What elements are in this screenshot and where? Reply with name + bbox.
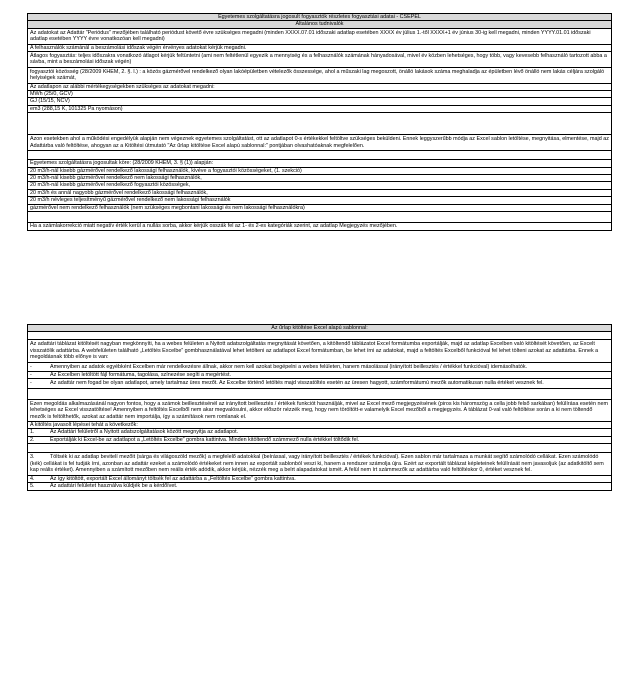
excel-template-table [27,324,612,491]
table-row: 20 m3/h-nál kisebb gázmérővel rendelkező lakossági felhasználók, kivéve a fogyasztói közösségeket, (1. szekció) [28,168,611,175]
general-info-table [27,13,612,231]
row-text: Ezen megoldás alkalmazásánál nagyon fontos, hogy a számok beillesztésénél az irányított beillesztés / értékek funkciót használják, mivel az Excel mező megjegyzésének (piros kis háromszög a cella jobb felső sarkában) felülírása esetén nem lehetséges az Excel visszatöltése! Amennyiben a feltöltés Excelből nem akar megvalósulni, akkor először nézzék meg, hogy nem töröltött-e valamelyik Excel mezőből a megjegyzés. A táblázat 0-val való feltöltése során a ki nem töltendő mezők is feltölthetők, azokat az adattár nem importálja, így a számítások nem romlanak el. [30,400,608,420]
table-title: Az űrlap kitöltése Excel alapú sablonnal: [28,325,611,332]
row-text: Az Adattári felületről a Nyitott adatszolgáltatások között megnyitja az adatlapot. [50,429,239,436]
table-row: Ha a számlakorrekció miatt negatív érték kerül a nullás sorba, akkor kérjük osszák fel az 1- és 2-es kategóriák szerint, az adatlap Megjegyzés mezőjében. [30,222,398,229]
row-text: Az adattári táblázat kitöltését nagyban megkönnyíti, ha a webes felületen a Nyitott adatszolgáltatás megnyitását követően, a kitöltendő táblázatot Excel formátumba exportálják, majd az adatlap Excelben való kitöltését követően, az Excelt visszatölik adattárba. A webfelületen található „Letöltés Excelbe” gombhasználatával lehet letölteni az adatlapot Excel formátumban, be lehet írni az adatokat, majd a feltöltés Excelből funkcióval fel lehet tölteni azokat az adattárba. Ennek a megoldásnak több előnye is van: [30,341,599,361]
row-marker: 5. [30,482,35,489]
table-row [28,483,611,490]
table-row: MWh (25/0, GCV) [28,91,611,98]
blank-row [28,151,611,160]
row-marker: 4. [30,475,35,482]
table-row [28,372,611,379]
blank-row [28,212,611,223]
row-text: Az így kitöltött, exportált Excel állományt töltsék fel az adattárba a „Feltöltés Excelbe” gombra kattintva. [50,475,296,482]
row-text: Exportálják ki Excel-be az adatlapot a „Letöltés Excelbe” gombra kattintva. Minden kitöltendő számmező nulla értékkel töltődik fel. [50,436,360,443]
blank-row [28,444,611,453]
row-marker: 3. [30,454,35,461]
table-row [28,429,611,436]
table-row [28,379,611,388]
row-marker: 1. [30,429,35,436]
table-title: Egyetemes szolgáltatásra jogosult fogyasztók részletes fogyasztási adatai - CSEPEL [28,14,611,21]
table-row: gázmérővel nem rendelkező felhasználók (nem szükséges megbontani lakossági és nem lakossági felhasználókra) [28,205,611,212]
table-row: 20 m3/h-nál kisebb gázmérővel rendelkező nem lakossági felhasználók, [28,175,611,182]
table-row [28,363,611,372]
blank-row [28,389,611,400]
row-marker: - [30,380,32,387]
table-row: Az adatlapon az alábbi mértékegységekben szükséges az adatokat megadni: [28,84,611,91]
table-row: em3 (288,15 K, 101325 Pa nyomáson) [28,106,611,113]
table-row [28,400,611,422]
section-header: Általános tudnivalók [28,21,611,28]
blank-row [28,113,611,135]
table-row [28,437,611,444]
row-text: Amennyiben az adatok egyébként Excelben már rendelkezésre állnak, akkor nem kell azokat begépelni a webes felületen, hanem másolással (irányított beillesztés / értékkel funkcióval) idemásolhatók. [50,363,528,370]
table-row [28,422,611,429]
row-marker: - [30,372,32,379]
row-text: A kitöltés javasolt lépései tehát a következők: [30,422,138,429]
table-row: 20 m3/h-nál kisebb gázmérővel rendelkező fogyasztói közösségek, [28,182,611,189]
table-row: Átlagos fogyasztás: teljes időszakra vonatkozó átlagot kérjük feltüntetni (ami nem feltétlenül egyezik a mennyiség és a felhasználók számának hányadosával, mivel év közben lehetséges, hogy több, vagy kevesebb felhasználó tartozott abba a sávba, mint a beszámolási időszak végén) [28,52,611,68]
row-text: Az Excelben letöltött fájl formátuma, tagolása, színezése segíti a megértést. [50,372,231,379]
table-row: Egyetemes szolgáltatásra jogosultak köre: (28/2009 KHEM, 3. § (1)) alapján: [28,160,611,167]
table-row: 20 m3/h és annál nagyobb gázmérővel rendelkező lakossági felhasználók, [28,190,611,197]
row-text: Az adattár nem fogad be olyan adatlapot, amely tartalmaz üres mezőt. Az Excelbe történő letöltés majd visszatöltés esetén az üresen hagyott, számformátumú mezők automatikusan nulla értéket vesznek fel. [50,380,544,387]
blank-row [28,332,611,340]
table-row [28,476,611,483]
table-row: 20 m3/h névleges teljesítményű gázmérővel rendelkező nem lakossági felhasználók [28,197,611,204]
table-row: Az adatokat az Adattár "Periódus" mezőjében található periódust követő évre szükséges megadni (minden XXXX.07.01 időszaki adatlap esetében XXXX év július 1.-től XXXX+1 év június 30-ig kell megadni, minden YYYY.01.01 időszaki adatlap esetében YYYY évre vonatkozóan kell megadni) [28,29,611,45]
row-text: Töltsék ki az adatlap bevitelí mezőit (sárga és világoszöld mezők) a megfelelő adatokkal (beírással, vagy irányított beillesztés / értékek funkcióval). Ezen sablon már tartalmaza a munkát segítő számolódó cellákat. Ezen számolódó (kék) cellákat is fel tudják írni, azonban az adattár ezeket a számolódó értékeket nem innen az exportált sablonból veszi ki, hanem a rendszer számolja újra. Ezért az exportált táblázat képleteinek felülírását nem javasoljuk (az adatkitöltő sem kap reális értéket). Amennyiben a számított mezőben nem reális érték adódik, akkor kérjük, nézzék meg a belrt alapadatokat ismét. A felül nem írt számmezők az adattárba való feltöltéskor 0, értéket vesznek fel. [30,454,604,474]
row-text: Az adattári felületet használva küldjék be a kérdőívet. [50,482,178,489]
table-row: fogyasztói közösség (28/2009 KHEM, 2. §. l.) : a közös gázmérővel rendelkező olyan lakóépületben vételezők összessége, ahol a műszaki lag megoszott, önálló lakások száma meghaladja az épületben lévő önálló nem lakás céljára szolgáló helyiségek számát, [28,68,611,84]
table-row [28,340,611,362]
table-row: Azon esetekben ahol a működési engedélyük alapján nem végeznek egyetemes szolgáltatást, ott az adatlapot 0-s értékekkel feltöltve szükséges beküldeni. Ennek leggyszerűbb módja az Excel sablon letöltése, megnyitása, elmentése, majd az Adattárba való feltöltése, ahogyan az a Kitöltési útmutató "Az űrlap kitöltése Excel alapú sablonnal:" pontjában olvashatóaknak megfelelően. [28,135,611,151]
row-marker: 2. [30,436,35,443]
row-marker: - [30,363,32,370]
table-row: A felhasználók számánál a beszámolási időszak végén érvényes adatokat kérjük megadni. [28,45,611,52]
table-row [28,453,611,475]
table-row: GJ (15/15, NCV) [28,98,611,105]
